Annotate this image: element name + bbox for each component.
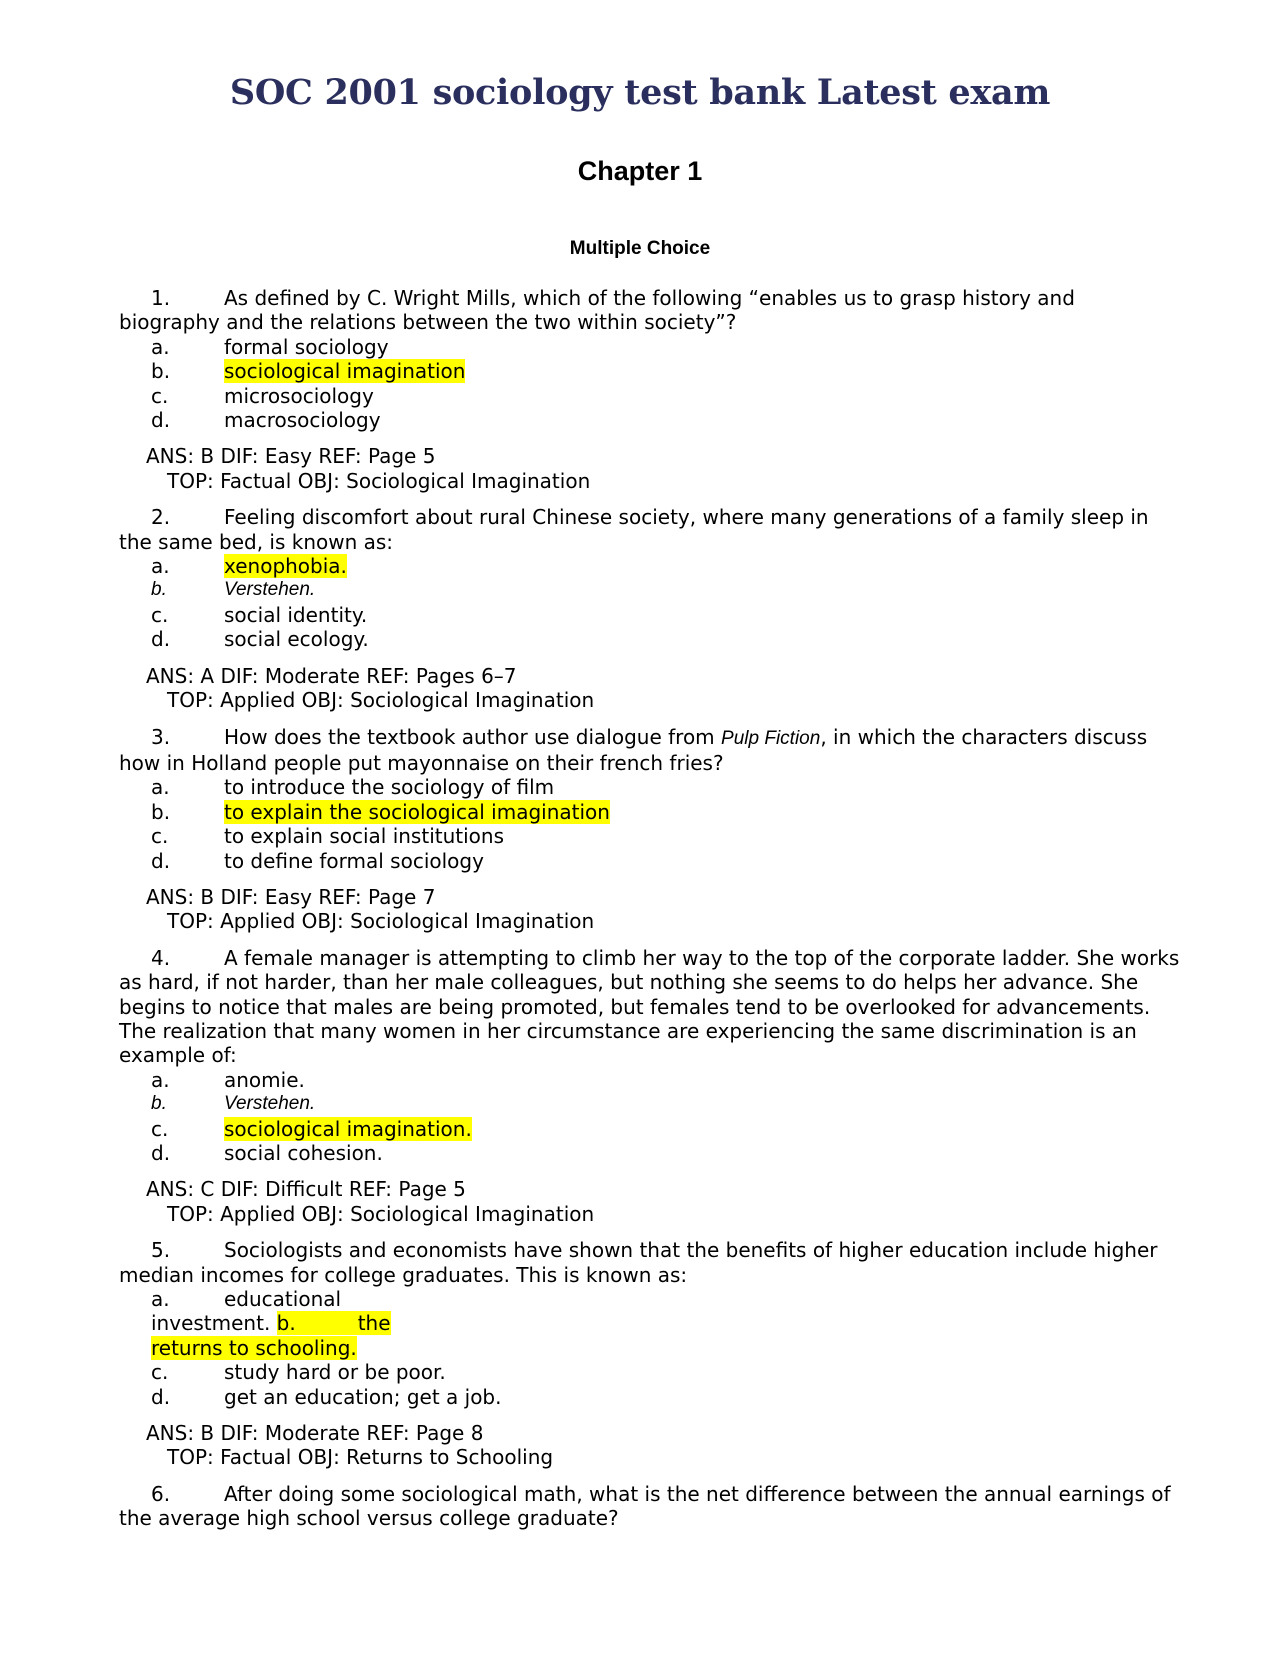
- question-number: 6.: [151, 1481, 171, 1506]
- choice-c: c. to explain social institutions: [151, 824, 504, 849]
- question-number: 1.: [151, 286, 171, 310]
- question-4: [119, 946, 1181, 1226]
- question-6: [119, 1482, 1181, 1531]
- question-1: [119, 286, 1181, 493]
- highlighted-answer: xenophobia.: [224, 554, 347, 579]
- choice-b: b. to explain the sociological imagination: [151, 799, 610, 824]
- choice-d: d. to define formal sociology: [151, 848, 484, 873]
- choice-a: a. formal sociology: [151, 334, 389, 359]
- document-title: SOC 2001 sociology test bank Latest exam: [229, 72, 1051, 113]
- choice-c: c. sociological imagination.: [151, 1116, 472, 1141]
- choice-b: b. sociological imagination: [151, 359, 466, 384]
- choice-c: c. microsociology: [151, 383, 374, 408]
- choice-a: a. to introduce the sociology of film: [151, 775, 555, 800]
- topic-line: TOP: Factual OBJ: Sociological Imagination: [167, 468, 591, 493]
- broken-choices-block: [119, 1287, 1181, 1360]
- highlighted-answer: returns to schooling.: [151, 1335, 357, 1360]
- question-stem: [119, 505, 1181, 554]
- question-stem: [119, 946, 1181, 1068]
- topic-line: TOP: Applied OBJ: Sociological Imagination: [167, 909, 595, 934]
- question-list: [119, 286, 1181, 1531]
- choice-a-continued: investment. b. the: [151, 1311, 391, 1336]
- choice-b: b. Verstehen.: [151, 579, 316, 601]
- highlighted-answer: to explain the sociological imagination: [224, 799, 610, 824]
- question-number: 3.: [151, 724, 171, 749]
- question-text: Sociologists and economists have shown that the benefits of higher education include higher median incomes for college graduates. This is known as:: [119, 1238, 1158, 1287]
- question-stem: [119, 1238, 1181, 1287]
- highlighted-answer: sociological imagination: [224, 359, 466, 384]
- choice-d: d. get an education; get a job.: [151, 1384, 502, 1409]
- answer-meta: [119, 444, 1181, 493]
- question-5: [119, 1238, 1181, 1470]
- topic-line: TOP: Applied OBJ: Sociological Imagination: [167, 688, 595, 713]
- highlighted-answer: sociological imagination.: [224, 1116, 472, 1141]
- question-stem: [119, 1482, 1181, 1531]
- highlighted-answer: b. the: [276, 1311, 391, 1336]
- question-number: 4.: [151, 945, 171, 970]
- choice-a: a. educational: [151, 1287, 342, 1312]
- film-title: Pulp Fiction: [721, 727, 821, 749]
- choice-c: c. social identity.: [151, 602, 368, 627]
- answer-line: ANS: B DIF: Moderate REF: Page 8: [146, 1421, 484, 1446]
- chapter-heading: Chapter 1: [577, 156, 703, 186]
- topic-line: TOP: Applied OBJ: Sociological Imagination: [167, 1201, 595, 1226]
- question-stem: [119, 286, 1181, 335]
- answer-meta: [119, 1177, 1181, 1226]
- question-3: [119, 725, 1181, 934]
- answer-meta: [119, 1421, 1181, 1470]
- choice-c: c. study hard or be poor.: [151, 1360, 446, 1385]
- question-2: [119, 505, 1181, 712]
- question-text: As defined by C. Wright Mills, which of the following “enables us to grasp history and biography and the relations between the two within society”?: [119, 286, 1075, 335]
- choice-b-continued: [151, 1336, 1181, 1360]
- choice-d: d. macrosociology: [151, 408, 381, 433]
- choice-a: a. anomie.: [151, 1067, 305, 1092]
- question-text: After doing some sociological math, what is the net difference between the annual earnings of the average high school versus college graduate?: [119, 1481, 1171, 1531]
- question-number: 2.: [151, 505, 171, 530]
- choice-d: d. social ecology.: [151, 627, 369, 652]
- topic-line: TOP: Factual OBJ: Returns to Schooling: [167, 1445, 554, 1470]
- section-heading: Multiple Choice: [569, 238, 711, 259]
- answer-line: ANS: A DIF: Moderate REF: Pages 6–7: [146, 663, 517, 688]
- answer-line: ANS: C DIF: Difficult REF: Page 5: [146, 1177, 466, 1202]
- answer-meta: [119, 885, 1181, 934]
- choice-d: d. social cohesion.: [151, 1141, 383, 1165]
- answer-line: ANS: B DIF: Easy REF: Page 5: [146, 444, 436, 469]
- choice-b: b. Verstehen.: [151, 1093, 316, 1115]
- question-stem: 3. How does the textbook author use dialogue from Pulp Fiction, in which the characters discuss how in Holland people put mayonnaise on their french fries?: [119, 724, 1148, 775]
- answer-line: ANS: B DIF: Easy REF: Page 7: [146, 884, 436, 909]
- choice-a: a. xenophobia.: [151, 554, 347, 579]
- answer-meta: [119, 664, 1181, 713]
- question-text: Feeling discomfort about rural Chinese society, where many generations of a family sleep in the same bed, is known as:: [119, 505, 1149, 554]
- question-text: A female manager is attempting to climb her way to the top of the corporate ladder. She works as hard, if not harder, than her male colleagues, but nothing she seems to do helps her advance. She begins to notice that males are being promoted, but females tend to be overlooked for advancements. The realization that many women in her circumstance are experiencing the same discrimination is an example of:: [119, 945, 1180, 1068]
- question-number: 5.: [151, 1238, 171, 1263]
